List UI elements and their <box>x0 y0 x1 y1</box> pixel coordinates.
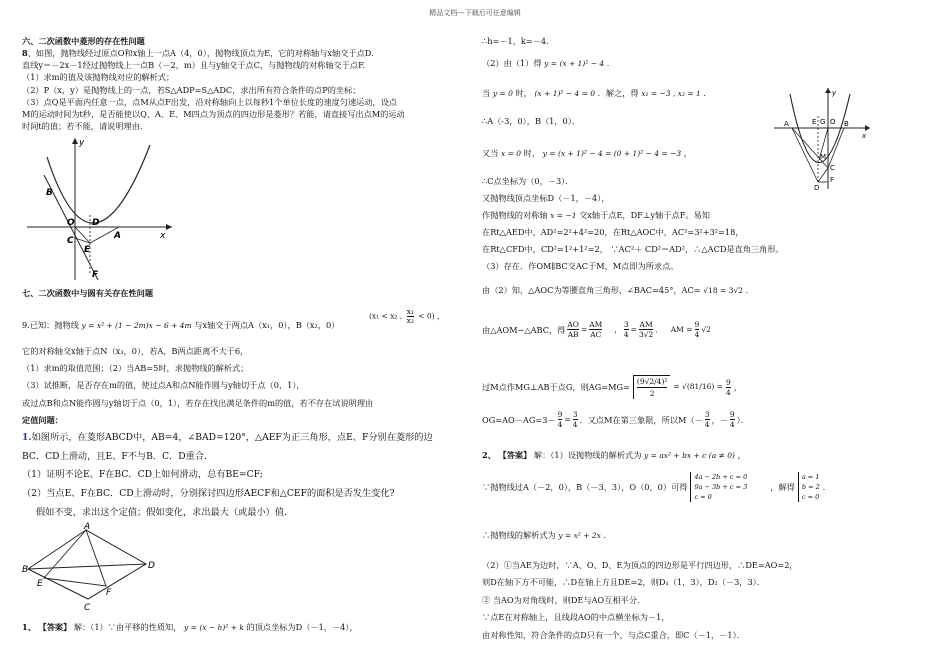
answer-2-number: 2、 <box>482 450 496 460</box>
r3-end: ． <box>703 88 712 98</box>
answer-1-text-b: 的顶点坐标为D（－1，－4）， <box>246 622 358 632</box>
problem-9-line-5: 或过点B和点N能作圆与y轴切于点（0，1），若存在找出满足条件的m的值，若不存在试说明理由 <box>22 398 374 408</box>
frac-num: 9 <box>725 377 731 387</box>
r2-end: ． <box>606 58 615 68</box>
right-line-20: 则D在轴下方不可能，∴D在轴上方且DE=2，则D₁（1，3），D₂（－3，3）． <box>482 577 765 587</box>
fixed-value-title: 定值问题： <box>22 415 63 425</box>
label-a: A <box>84 522 91 532</box>
diagonal-bd <box>28 564 146 569</box>
r3-eq2: (x + 1)² − 4 = 0 <box>534 89 596 98</box>
r17-text: ∵抛物线过A（－2，0），B（－3，3），O（0，0）可得 <box>482 482 688 492</box>
answer-1-number: 1、 <box>22 622 36 632</box>
frac-9-4 <box>695 320 700 339</box>
r18-text: ∴抛物线的解析式为 <box>482 530 556 540</box>
frac-num: AM <box>639 320 653 329</box>
solution-a: a = 1 <box>801 473 820 481</box>
answer-1-tag: 【答案】 <box>38 622 72 632</box>
right-line-5 <box>482 148 692 159</box>
problem-8-line-5: （3）点Q是平面内任意一点，点M从点F出发，沿对称轴向上以每秒1个单位长度的速度匀速运动，设点 <box>22 97 398 107</box>
r3-text-b: 时， <box>515 88 532 98</box>
r16-end: ， <box>737 450 746 460</box>
comma: ， <box>614 324 622 334</box>
label-b: B <box>22 565 29 575</box>
problem-9-line-4: （3）试推断，是否存在m的值，使过点A和点N能作圆与y轴切于点（0，1）， <box>22 380 305 390</box>
frac-den: 4 <box>572 420 578 429</box>
condition-fraction <box>407 308 414 325</box>
right-line-23: 由对称性知，符合条件的点D只有一个，与点C重合，即C（－1，－1）． <box>482 630 745 640</box>
r15-eq: = <box>564 414 571 424</box>
label-d: D <box>814 184 820 191</box>
label-m: M <box>820 153 827 161</box>
condition-comma: ， <box>437 311 445 321</box>
solution-b: b = 2 <box>801 483 820 491</box>
problem-9-line-3: （1）求m的取值范围；（2）当AB=5时，求抛物线的解析式； <box>22 363 249 373</box>
frac-num: 3 <box>704 410 710 419</box>
frac-am-ac <box>589 320 602 339</box>
segment-ad <box>792 128 818 182</box>
r8-text-a: 作抛物线的对称轴 <box>482 210 548 220</box>
label-o: O <box>67 218 75 228</box>
frac <box>558 410 563 429</box>
r13-am: AM = <box>670 324 693 334</box>
r15-text-a: OG=AO－AG=3－ <box>482 414 556 425</box>
right-line-10: 在Rt△CFD中，CD²=1²+1²=2， ∵AC²＋ CD²＝AD²，∴△ACD是直角三角形。 <box>482 244 784 254</box>
right-line-11: （3）存在．作OM∥BC交AC于M，M点即为所求点。 <box>482 261 679 271</box>
right-line-9: 在Rt△AED中，AD²=2²+4²=20，在Rt△AOC中，AC²=3²+3²=18， <box>482 227 744 237</box>
r12-end: ． <box>745 285 754 295</box>
frac-den: 4 <box>725 387 731 397</box>
fixed-value-line-5: 假如不变，求出这个定值；假如变化，求出最大（或最小）值. <box>36 507 287 518</box>
section-7-title: 七、二次函数中与圆有关存在性问题 <box>22 288 154 298</box>
r5-text-a: 又当 <box>482 148 499 158</box>
condition-numerator: x₁ <box>406 307 414 316</box>
r3-text-c: ．解之，得 <box>597 88 639 98</box>
r16-text: 解：（1）设抛物线的解析式为 <box>533 450 642 460</box>
solution-system <box>798 472 820 502</box>
r5-text-b: 时， <box>523 148 541 158</box>
label-y: y <box>79 138 85 148</box>
problem-8-line-4: （2）P（x，y）是抛物线上的一点，若S△ADP=S△ADC，求出所有符合条件的点P的坐标； <box>22 85 361 95</box>
r2-text: （2）由（1）得 <box>482 58 542 68</box>
r18-eq: y = x² + 2x <box>558 531 601 540</box>
right-line-4: ∴A（-3，0），B（1，0）． <box>482 116 581 126</box>
frac <box>573 410 578 429</box>
r16-eq: y = ax² + bx + c (a ≠ 0) <box>644 451 735 460</box>
section-6-title: 六、二次函数中菱形的存在性问题 <box>22 36 145 46</box>
r14-mid: = √(81/16) = <box>673 382 723 391</box>
system-eq-3: c = 0 <box>694 493 712 501</box>
frac-9-4 <box>726 378 731 397</box>
label-b: B <box>844 120 849 128</box>
r18-end: ． <box>603 530 612 540</box>
r14-end: ， <box>733 382 742 392</box>
figure-parabola-2 <box>772 86 872 191</box>
frac-num: AM <box>589 320 603 329</box>
segment-dc <box>818 168 828 182</box>
eq-sign: = <box>580 324 588 334</box>
frac-am-3r2 <box>639 320 653 339</box>
frac-den: 4 <box>694 330 700 339</box>
label-f: F <box>92 270 99 280</box>
condition-left: (x₁ < x₂ , <box>369 311 403 321</box>
label-c: C <box>84 603 91 613</box>
label-e: E <box>37 579 43 589</box>
r5-end: ， <box>683 148 692 158</box>
right-line-14 <box>482 375 742 399</box>
label-d: D <box>92 218 100 228</box>
label-f: F <box>830 176 835 184</box>
right-line-18 <box>482 530 612 541</box>
problem-8-line-2: 直线y＝－2x－1经过抛物线上一点B（－2，m）且与y轴交于点C，与抛物线的对称轴交于点F. <box>22 60 366 70</box>
sqrt-expression <box>633 375 670 399</box>
label-f: F <box>106 588 112 598</box>
system-eq-2: 9a − 3b + c = 3 <box>694 483 748 491</box>
right-line-13 <box>482 320 711 339</box>
frac-num: AO <box>567 320 579 329</box>
r5-eq1: x = 0 <box>501 149 522 158</box>
problem-8-line-7: 时间t的值；若不能，请说明理由. <box>22 121 143 131</box>
frac-num: 9 <box>729 410 735 419</box>
r13-period: ． <box>655 324 663 334</box>
frac <box>730 410 735 429</box>
answer-1-line <box>22 622 358 633</box>
frac-num: 3 <box>623 320 629 329</box>
problem-9-line-2: 它的对称轴交x轴于点N（x₃，0），若A，B两点距离不大于6， <box>22 346 249 356</box>
r12-eq: √18 = 3√2 <box>703 286 743 295</box>
frac <box>705 410 710 429</box>
frac-den: AC <box>590 330 602 339</box>
problem-9-line-1 <box>22 320 339 331</box>
condition-denominator: x₂ <box>406 316 414 325</box>
label-x: x <box>160 231 166 241</box>
frac-num: 9 <box>557 410 563 419</box>
fixed-value-line-1 <box>22 433 433 443</box>
fixed-value-line-2: BC．CD上滑动，且E、F不与B．C．D重合. <box>22 451 207 462</box>
triangle-aef <box>44 530 106 586</box>
eq-sign: = <box>630 324 637 334</box>
problem-9-condition <box>369 308 445 325</box>
system-eq-1: 4a − 2b + c = 0 <box>694 473 748 481</box>
frac-den: AB <box>567 330 579 339</box>
solution-c: c = 0 <box>801 493 820 501</box>
x-axis-arrow-icon <box>865 125 870 131</box>
problem-9-intro: 9.已知：抛物线 <box>22 320 79 330</box>
right-line-17 <box>482 472 831 502</box>
answer-1-equation: y = (x − h)² + k <box>184 623 244 632</box>
frac-3-4 <box>624 320 629 339</box>
right-line-21: ② 当AO为对角线时，则DE与AO互相平分． <box>482 595 646 605</box>
label-b: B <box>46 188 53 198</box>
figure-rhombus <box>22 522 162 617</box>
right-line-19: （2）①当AE为边时，∵A、O、D、E为顶点的四边形是平行四边形，∴DE=AO=2， <box>482 560 798 570</box>
r17-solve: ，解得 <box>770 482 795 492</box>
problem-8-line-1 <box>22 48 374 58</box>
y-axis-arrow-icon <box>72 138 78 144</box>
r17-end: ． <box>822 482 831 492</box>
right-line-7: 又抛物线顶点坐标D（－1，－4）， <box>482 193 610 203</box>
label-d: D <box>148 561 155 571</box>
y-axis-arrow-icon <box>825 88 831 93</box>
label-c: C <box>67 236 74 246</box>
frac-num: 9 <box>694 320 700 329</box>
right-line-2 <box>482 58 615 69</box>
label-o: O <box>830 118 836 126</box>
fixed-value-line-3: （1）证明不论E、F在BC．CD上如何滑动，总有BE=CF; <box>22 469 263 480</box>
r15-end: ）． <box>736 414 749 425</box>
label-g: G <box>820 118 826 126</box>
right-line-22: ∵点E在对称轴上，且线段AO的中点横坐标为－1， <box>482 612 670 622</box>
problem-8-number: 8 <box>22 48 28 58</box>
right-line-16 <box>482 450 746 461</box>
label-e: E <box>84 245 91 255</box>
label-x: x <box>862 132 867 140</box>
r14-text: 过M点作MG⊥AB于点G，则AG=MG= <box>482 382 630 392</box>
frac-den: 4 <box>557 420 563 429</box>
r3-text-a: 当 <box>482 88 491 98</box>
problem-8-line-6: M的运动时间为t秒，是否能使以Q、A、E、M四点为顶点的四边形是菱形？若能，请直接写出点M的运动 <box>22 109 405 119</box>
answer-2-tag: 【答案】 <box>498 450 532 460</box>
r3-eq3: x₁ = −3 , x₂ = 1 <box>641 89 701 98</box>
fixed-value-line-4: （2）当点E、F在BC．CD上滑动时，分别探讨四边形AECF和△CEF的面积是否发生变化? <box>22 488 395 499</box>
segment-bc <box>828 128 844 168</box>
right-line-1: ∴h=－1，k=－4． <box>482 36 555 46</box>
r8-eq: x = −1 <box>550 211 577 220</box>
frac-den: 4 <box>704 420 710 429</box>
r2-equation: y = (x + 1)² − 4 <box>544 59 605 68</box>
label-y: y <box>832 89 837 97</box>
r15-text-c: ．又点M在第三象限，所以M（－ <box>579 414 703 425</box>
sqrt-den: 2 <box>649 389 655 398</box>
frac-den: 4 <box>623 330 629 339</box>
answer-1-text-a: 解：（1）∵由平移的性质知， <box>73 622 182 632</box>
condition-right: < 0) <box>418 311 435 321</box>
label-a: A <box>784 120 789 128</box>
label-c: C <box>830 164 835 172</box>
figure-parabola-1 <box>22 135 192 285</box>
r15-text-d: ，－ <box>711 414 728 425</box>
x-axis-arrow-icon <box>166 224 172 230</box>
sqrt-num: (9√2/4)² <box>636 377 668 386</box>
right-line-12 <box>482 285 754 296</box>
frac-den: 3√2 <box>638 330 654 339</box>
label-a: A <box>114 231 121 241</box>
fixed-value-number: 1. <box>22 432 32 443</box>
frac-ao-ab <box>567 320 579 339</box>
r13-text: 由△AOM∽△ABC，得 <box>482 324 566 335</box>
page-header: 精品文档---下载后可任意编辑 <box>429 9 521 17</box>
frac-num: 3 <box>572 410 578 419</box>
equation-system <box>690 472 747 502</box>
problem-8-text: 、如图，抛物线经过原点O和x轴上一点A（4，0），抛物线顶点为E，它的对称轴与x轴交于点D. <box>27 48 374 58</box>
right-line-15 <box>482 410 749 429</box>
fixed-value-text: 如图所示，在菱形ABCD中，AB=4，∠BAD=120°，△AEF为正三角形，点E、F分别在菱形的边 <box>31 432 433 443</box>
frac-den: 4 <box>729 420 735 429</box>
label-e: E <box>812 118 817 126</box>
problem-8-line-3: （1）求m的值及该抛物线对应的解析式； <box>22 72 175 82</box>
r13-root: √2 <box>701 324 711 334</box>
right-line-8 <box>482 210 710 221</box>
r8-text-b: 交x轴于点E，DF⊥y轴于点F。易知 <box>579 210 710 220</box>
r5-eq2: y = (x + 1)² − 4 = (0 + 1)² − 4 = −3 <box>542 149 682 158</box>
right-line-6: ∴C点坐标为（0，－3）． <box>482 176 574 186</box>
problem-9-equation: y = x² + (1 − 2m)x − 6 + 4m <box>81 321 192 330</box>
problem-9-intersections: 与x轴交于两点A（x₁，0），B（x₂，0） <box>194 320 340 330</box>
r3-eq1: y = 0 <box>492 89 513 98</box>
right-line-3 <box>482 88 712 99</box>
r12-text: 由（2）知，△AOC为等腰直角三角形，∠BAC=45°，AC= <box>482 285 701 295</box>
